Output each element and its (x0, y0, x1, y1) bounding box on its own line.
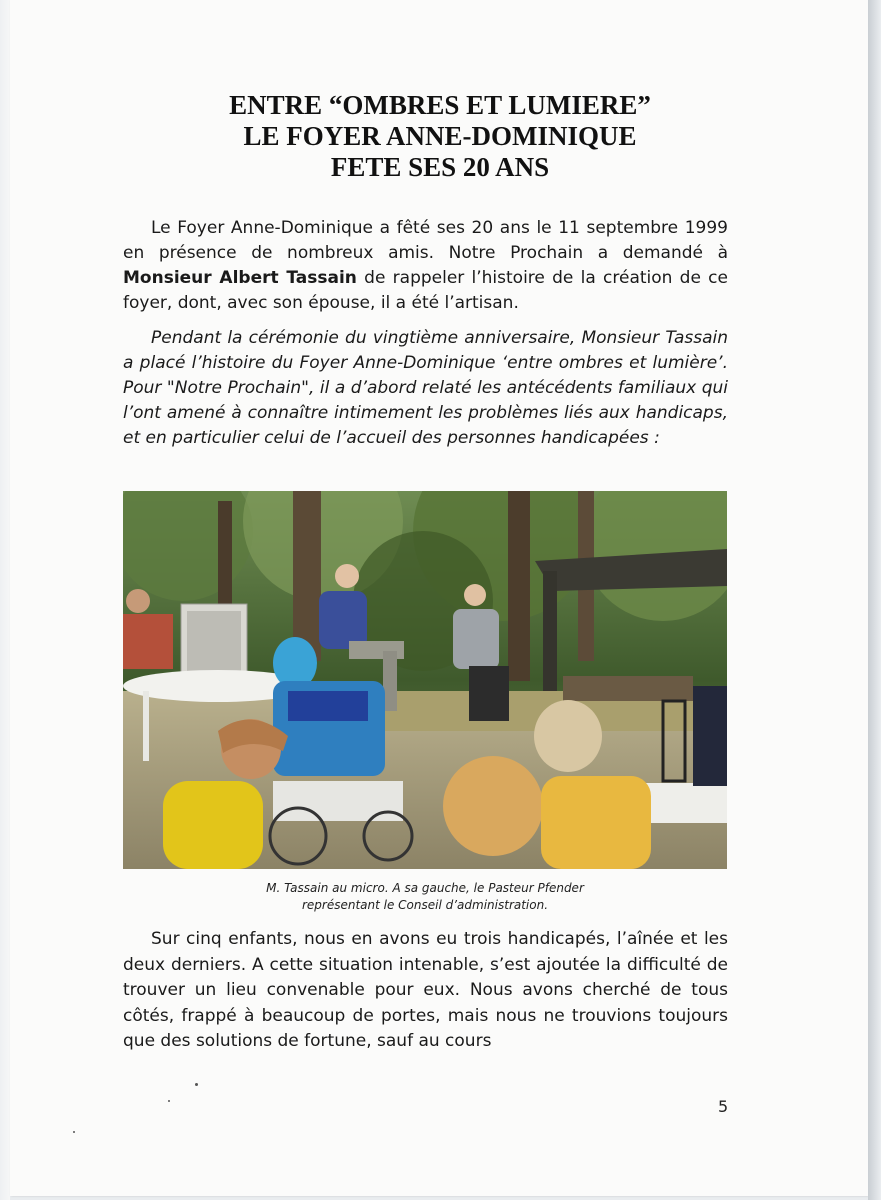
ceremony-photo-illustration (123, 491, 727, 869)
paper-speck (168, 1100, 170, 1102)
page-left-edge (0, 0, 10, 1200)
paper-speck (195, 1083, 198, 1086)
intro-text-start: Le Foyer Anne-Dominique a fêté ses 20 ans le 11 septembre 1999 en présence de nombreux amis. Notre Prochain a demandé à (123, 218, 728, 263)
context-text: Pendant la cérémonie du vingtième anniversaire, Monsieur Tassain a placé l’histoire du Foyer Anne-Dominique ‘entre ombres et lumière’. Pour "Notre Prochain", il a d’abord relaté les antécédents familiaux qui l’ont amené à connaître intimement les problèmes liés aux handicaps, et en particulier celui de l’accueil des personnes handicapées : (123, 328, 728, 448)
context-paragraph (123, 326, 728, 451)
caption-line-2: représentant le Conseil d’administration. (301, 898, 549, 912)
intro-text-end: de rappeler l’histoire de la création de ce foyer, dont, avec son épouse, il a été l’artisan. (123, 268, 728, 313)
intro-paragraph (123, 216, 728, 316)
photo-caption (123, 880, 727, 914)
title-line-3: FETE SES 20 ANS (330, 152, 550, 182)
page-number: 5 (718, 1097, 729, 1116)
ceremony-photo (123, 491, 727, 869)
page-right-edge (868, 0, 881, 1200)
caption-line-1: M. Tassain au micro. A sa gauche, le Pasteur Pfender (266, 881, 584, 895)
intro-person-name: Monsieur Albert Tassain (123, 268, 357, 288)
title-line-1: ENTRE “OMBRES ET LUMIERE” (229, 90, 651, 120)
body-text: Sur cinq enfants, nous en avons eu trois handicapés, l’aînée et les deux derniers. A cette situation intenable, s’est ajoutée la difficulté de trouver un lieu convenable pour eux. Nous avons cherché de tous côtés, frappé à beaucoup de portes, mais nous ne trouvions toujours que des solutions de fortune, sauf au cours (123, 929, 728, 1051)
article-title (120, 90, 760, 183)
body-paragraph (123, 927, 728, 1055)
paper-speck (73, 1131, 75, 1133)
title-line-2: LE FOYER ANNE-DOMINIQUE (243, 121, 637, 151)
